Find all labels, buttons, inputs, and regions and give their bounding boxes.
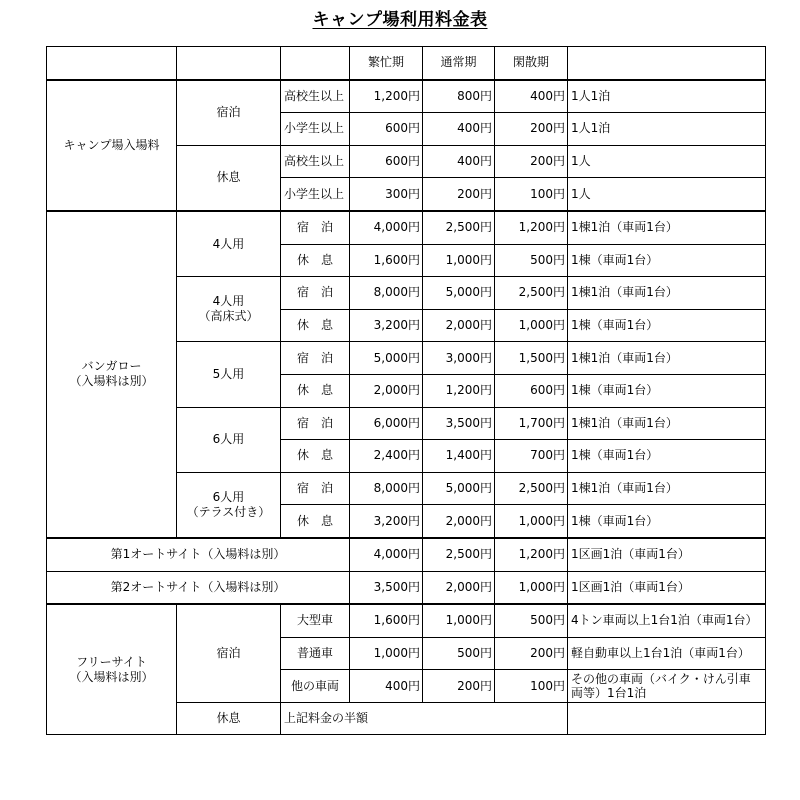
- bungalow-type-label: [177, 407, 281, 472]
- price-busy: 1,200円: [350, 80, 423, 113]
- note: 1棟1泊（車両1台）: [568, 407, 766, 440]
- free-label-line2: （入場料は別）: [69, 669, 154, 684]
- price-normal: 3,500円: [423, 407, 495, 440]
- price-normal: 5,000円: [423, 277, 495, 310]
- price-busy: 6,000円: [350, 407, 423, 440]
- note: その他の車両（バイク・けん引車両等）1台1泊: [568, 670, 766, 703]
- header-busy: 繁忙期: [350, 47, 423, 80]
- price-off: 1,000円: [495, 571, 568, 604]
- price-off: 200円: [495, 145, 568, 178]
- price-off: 200円: [495, 113, 568, 146]
- note: 1棟1泊（車両1台）: [568, 472, 766, 505]
- free-section-label: [47, 604, 177, 735]
- rest-label: 休 息: [281, 244, 350, 277]
- price-normal: 400円: [423, 145, 495, 178]
- note: 1棟1泊（車両1台）: [568, 277, 766, 310]
- bungalow-type-name: 6人用: [212, 489, 245, 504]
- page-title: キャンプ場利用料金表: [312, 10, 488, 30]
- table-row: [47, 571, 766, 604]
- price-busy: 1,000円: [350, 637, 423, 670]
- price-normal: 5,000円: [423, 472, 495, 505]
- price-normal: 200円: [423, 178, 495, 211]
- rest-label: 休 息: [281, 374, 350, 407]
- stay-label: 宿 泊: [281, 407, 350, 440]
- price-off: 1,700円: [495, 407, 568, 440]
- table-row: [47, 211, 766, 244]
- price-busy: 3,200円: [350, 505, 423, 538]
- price-busy: 300円: [350, 178, 423, 211]
- rest-label: 休 息: [281, 505, 350, 538]
- price-busy: 8,000円: [350, 472, 423, 505]
- bungalow-label-line1: バンガロー: [81, 359, 142, 374]
- note: 1棟（車両1台）: [568, 244, 766, 277]
- table-row: [47, 604, 766, 637]
- price-off: 700円: [495, 440, 568, 473]
- rest-label: 休 息: [281, 440, 350, 473]
- price-off: 400円: [495, 80, 568, 113]
- table-row: [47, 538, 766, 571]
- table-row: [47, 80, 766, 113]
- note: 4トン車両以上1台1泊（車両1台）: [568, 604, 766, 637]
- note: 1人: [568, 145, 766, 178]
- entry-section-label: キャンプ場入場料: [47, 80, 177, 211]
- price-busy: 4,000円: [350, 538, 423, 571]
- bungalow-type-name: 4人用: [212, 294, 245, 309]
- bungalow-type-name: 6人用: [212, 432, 245, 447]
- price-off: 500円: [495, 604, 568, 637]
- price-normal: 1,400円: [423, 440, 495, 473]
- price-normal: 2,000円: [423, 309, 495, 342]
- price-off: 1,500円: [495, 342, 568, 375]
- free-rest-label: 休息: [177, 702, 281, 735]
- price-off: 500円: [495, 244, 568, 277]
- stay-label: 宿 泊: [281, 472, 350, 505]
- header-blank: [281, 47, 350, 80]
- price-off: 2,500円: [495, 277, 568, 310]
- age-label: 高校生以上: [281, 80, 350, 113]
- bungalow-type-label: [177, 211, 281, 277]
- price-off: 1,000円: [495, 505, 568, 538]
- half-price-text: 上記料金の半額: [281, 702, 568, 735]
- price-busy: 1,600円: [350, 604, 423, 637]
- age-label: 小学生以上: [281, 178, 350, 211]
- price-busy: 8,000円: [350, 277, 423, 310]
- price-normal: 200円: [423, 670, 495, 703]
- note: 1棟（車両1台）: [568, 505, 766, 538]
- bungalow-type-subname: （高床式）: [198, 309, 259, 324]
- price-normal: 800円: [423, 80, 495, 113]
- auto-site-label: 第1オートサイト（入場料は別）: [47, 538, 350, 571]
- stay-label: 宿 泊: [281, 211, 350, 244]
- price-off: 100円: [495, 670, 568, 703]
- note: 1人: [568, 178, 766, 211]
- header-blank: [177, 47, 281, 80]
- note: 1棟（車両1台）: [568, 309, 766, 342]
- vehicle-label: 普通車: [281, 637, 350, 670]
- free-stay-label: 宿泊: [177, 604, 281, 702]
- header-normal: 通常期: [423, 47, 495, 80]
- price-busy: 2,000円: [350, 374, 423, 407]
- price-busy: 4,000円: [350, 211, 423, 244]
- price-normal: 2,000円: [423, 505, 495, 538]
- price-normal: 2,500円: [423, 211, 495, 244]
- bungalow-type-name: 4人用: [212, 236, 245, 251]
- stay-label: 宿 泊: [281, 342, 350, 375]
- price-busy: 400円: [350, 670, 423, 703]
- note: 1区画1泊（車両1台）: [568, 571, 766, 604]
- note: 軽自動車以上1台1泊（車両1台）: [568, 637, 766, 670]
- bungalow-label-line2: （入場料は別）: [69, 374, 154, 389]
- vehicle-label: 大型車: [281, 604, 350, 637]
- header-blank: [47, 47, 177, 80]
- entry-stay-label: 宿泊: [177, 80, 281, 146]
- vehicle-label: 他の車両: [281, 670, 350, 703]
- note: 1人1泊: [568, 80, 766, 113]
- note: 1人1泊: [568, 113, 766, 146]
- header-row: [47, 47, 766, 80]
- price-normal: 1,000円: [423, 244, 495, 277]
- bungalow-type-name: 5人用: [212, 366, 245, 381]
- price-off: 1,000円: [495, 309, 568, 342]
- price-busy: 3,200円: [350, 309, 423, 342]
- entry-rest-label: 休息: [177, 145, 281, 211]
- note: 1棟1泊（車両1台）: [568, 342, 766, 375]
- note: 1区画1泊（車両1台）: [568, 538, 766, 571]
- note: 1棟（車両1台）: [568, 374, 766, 407]
- header-blank: [568, 47, 766, 80]
- header-off: 閑散期: [495, 47, 568, 80]
- note: 1棟1泊（車両1台）: [568, 211, 766, 244]
- price-off: 2,500円: [495, 472, 568, 505]
- bungalow-type-label: [177, 342, 281, 407]
- price-off: 600円: [495, 374, 568, 407]
- price-normal: 500円: [423, 637, 495, 670]
- price-off: 1,200円: [495, 538, 568, 571]
- price-normal: 400円: [423, 113, 495, 146]
- auto-site-label: 第2オートサイト（入場料は別）: [47, 571, 350, 604]
- bungalow-type-label: [177, 277, 281, 342]
- bungalow-section-label: [47, 211, 177, 538]
- price-normal: 1,200円: [423, 374, 495, 407]
- price-busy: 600円: [350, 145, 423, 178]
- bungalow-type-subname: （テラス付き）: [186, 504, 271, 519]
- free-label-line1: フリーサイト: [76, 654, 147, 669]
- age-label: 小学生以上: [281, 113, 350, 146]
- price-busy: 3,500円: [350, 571, 423, 604]
- age-label: 高校生以上: [281, 145, 350, 178]
- fee-table: [46, 46, 766, 735]
- price-off: 1,200円: [495, 211, 568, 244]
- price-busy: 5,000円: [350, 342, 423, 375]
- price-busy: 2,400円: [350, 440, 423, 473]
- note: 1棟（車両1台）: [568, 440, 766, 473]
- price-normal: 3,000円: [423, 342, 495, 375]
- price-normal: 2,000円: [423, 571, 495, 604]
- note-blank: [568, 702, 766, 735]
- price-busy: 600円: [350, 113, 423, 146]
- stay-label: 宿 泊: [281, 277, 350, 310]
- price-off: 200円: [495, 637, 568, 670]
- price-normal: 2,500円: [423, 538, 495, 571]
- price-busy: 1,600円: [350, 244, 423, 277]
- price-off: 100円: [495, 178, 568, 211]
- price-normal: 1,000円: [423, 604, 495, 637]
- bungalow-type-label: [177, 472, 281, 538]
- rest-label: 休 息: [281, 309, 350, 342]
